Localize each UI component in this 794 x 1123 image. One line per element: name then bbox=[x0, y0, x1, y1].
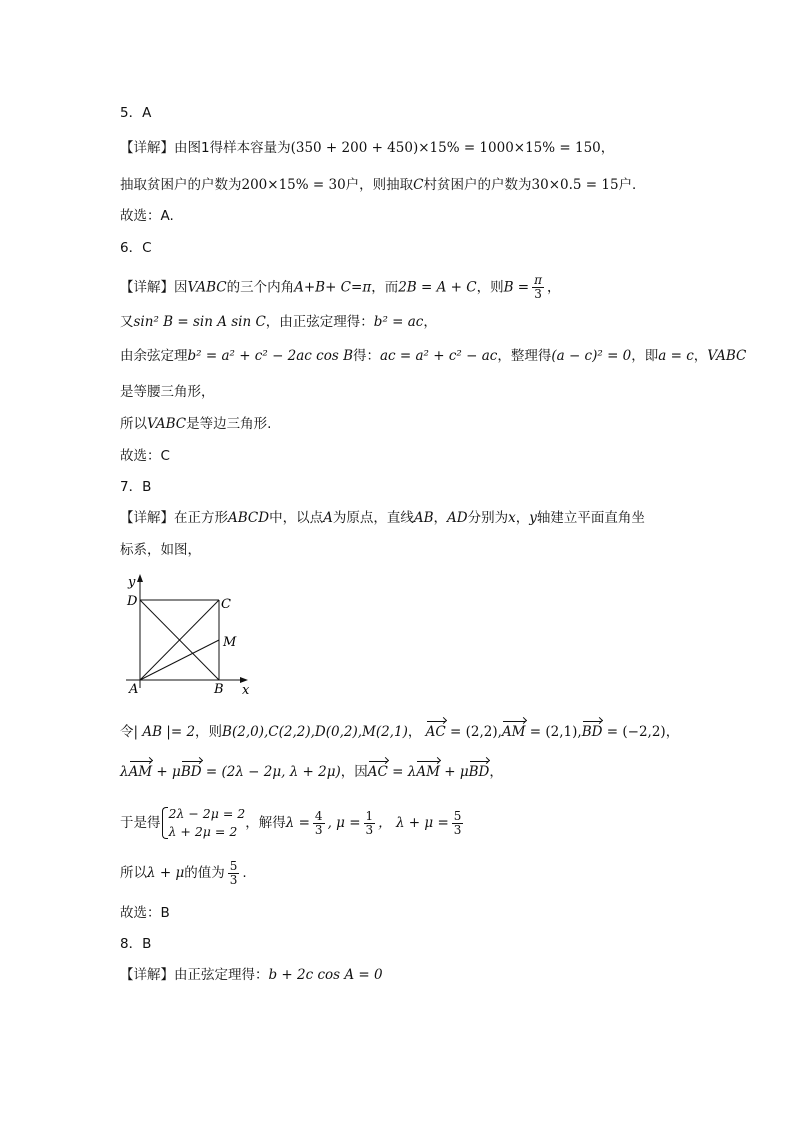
segment-AM bbox=[140, 640, 219, 680]
q5-line-2: 抽取贫困户的户数为200×15% = 30户，则抽取C村贫困户的户数为30×0.5 = 15户． bbox=[120, 177, 646, 193]
y-axis-arrow-icon bbox=[137, 574, 143, 582]
vector-AC: AC bbox=[425, 724, 446, 740]
label-y: y bbox=[128, 575, 136, 590]
q6-answer: 故选：C bbox=[120, 448, 170, 464]
q8-line-1: 【详解】由正弦定理得：b + 2c cos A = 0 bbox=[120, 967, 383, 983]
q7-line-1: 【详解】在正方形ABCD中，以点A为原点，直线AB，AD分别为x，y轴建立平面直角坐 bbox=[120, 510, 645, 526]
vector-AM: AM bbox=[416, 764, 440, 780]
q6-line-3: 由余弦定理b² = a² + c² − 2ac cos B得：ac = a² + c² − ac，整理得(a − c)² = 0，即a = c，VABC bbox=[120, 348, 747, 364]
q5-answer: 故选：A. bbox=[120, 208, 174, 224]
q6-line-1: 【详解】因VABC的三个内角A+B+ C=π，而2B = A + C，则B = $\frac{\pi}{3}$ ， bbox=[120, 273, 561, 301]
q5-line-1: 【详解】由图1得样本容量为(350 + 200 + 450)×15% = 1000×15% = 150， bbox=[120, 140, 615, 156]
q7-line-6: 所以λ + μ的值为 $\frac{5}{3}$ . bbox=[120, 858, 247, 887]
fraction-pi-over-3: $\frac{\pi}{3}$ bbox=[534, 273, 543, 301]
q5-heading: 5．A bbox=[120, 105, 152, 121]
vector-AM: AM bbox=[501, 724, 526, 740]
vector-BD: BD bbox=[581, 724, 603, 740]
q7-line-5: 于是得 2λ − 2μ = 2 λ + 2μ = 2 ，解得λ = $\frac{4}{3}$ , μ = $\frac{1}{3}$ ， λ + μ = $\frac{5}{3}$ bbox=[120, 806, 462, 839]
equation-system: 2λ − 2μ = 2 λ + 2μ = 2 bbox=[161, 805, 246, 841]
label-M: M bbox=[223, 635, 237, 650]
q6-line-5: 所以VABC是等边三角形. bbox=[120, 416, 272, 432]
q6-line-2: 又sin² B = sin A sin C，由正弦定理得：b² = ac， bbox=[120, 314, 437, 330]
fraction-5-3: $\frac{5}{3}$ bbox=[453, 808, 462, 837]
q8-heading: 8．B bbox=[120, 936, 152, 952]
label-B: B bbox=[214, 682, 224, 697]
vector-BD: BD bbox=[468, 764, 490, 780]
fraction-4-3: $\frac{4}{3}$ bbox=[314, 808, 323, 837]
q7-line-2: 标系，如图， bbox=[120, 542, 201, 558]
vector-AC: AC bbox=[367, 764, 388, 780]
label-A: A bbox=[129, 682, 139, 697]
square-coordinate-figure bbox=[118, 572, 258, 697]
fraction-5-3: $\frac{5}{3}$ bbox=[229, 858, 238, 887]
q6-heading: 6．C bbox=[120, 240, 152, 256]
q7-answer: 故选：B bbox=[120, 905, 170, 921]
label-C: C bbox=[221, 597, 231, 612]
q6-line-4: 是等腰三角形， bbox=[120, 384, 215, 400]
label-D: D bbox=[127, 594, 138, 609]
vector-AM: AM bbox=[128, 764, 153, 780]
fraction-1-3: $\frac{1}{3}$ bbox=[365, 808, 374, 837]
q7-line-4: λAM + μBD = (2λ − 2μ, λ + 2μ)，因AC = λAM + μBD， bbox=[120, 764, 503, 780]
q7-line-3: 令| AB |= 2，则B(2,0),C(2,2),D(0,2),M(2,1)， AC = (2,2),AM = (2,1),BD = (−2,2)， bbox=[120, 724, 680, 740]
label-x: x bbox=[242, 683, 250, 697]
vector-BD: BD bbox=[180, 764, 202, 780]
q7-heading: 7．B bbox=[120, 479, 152, 495]
